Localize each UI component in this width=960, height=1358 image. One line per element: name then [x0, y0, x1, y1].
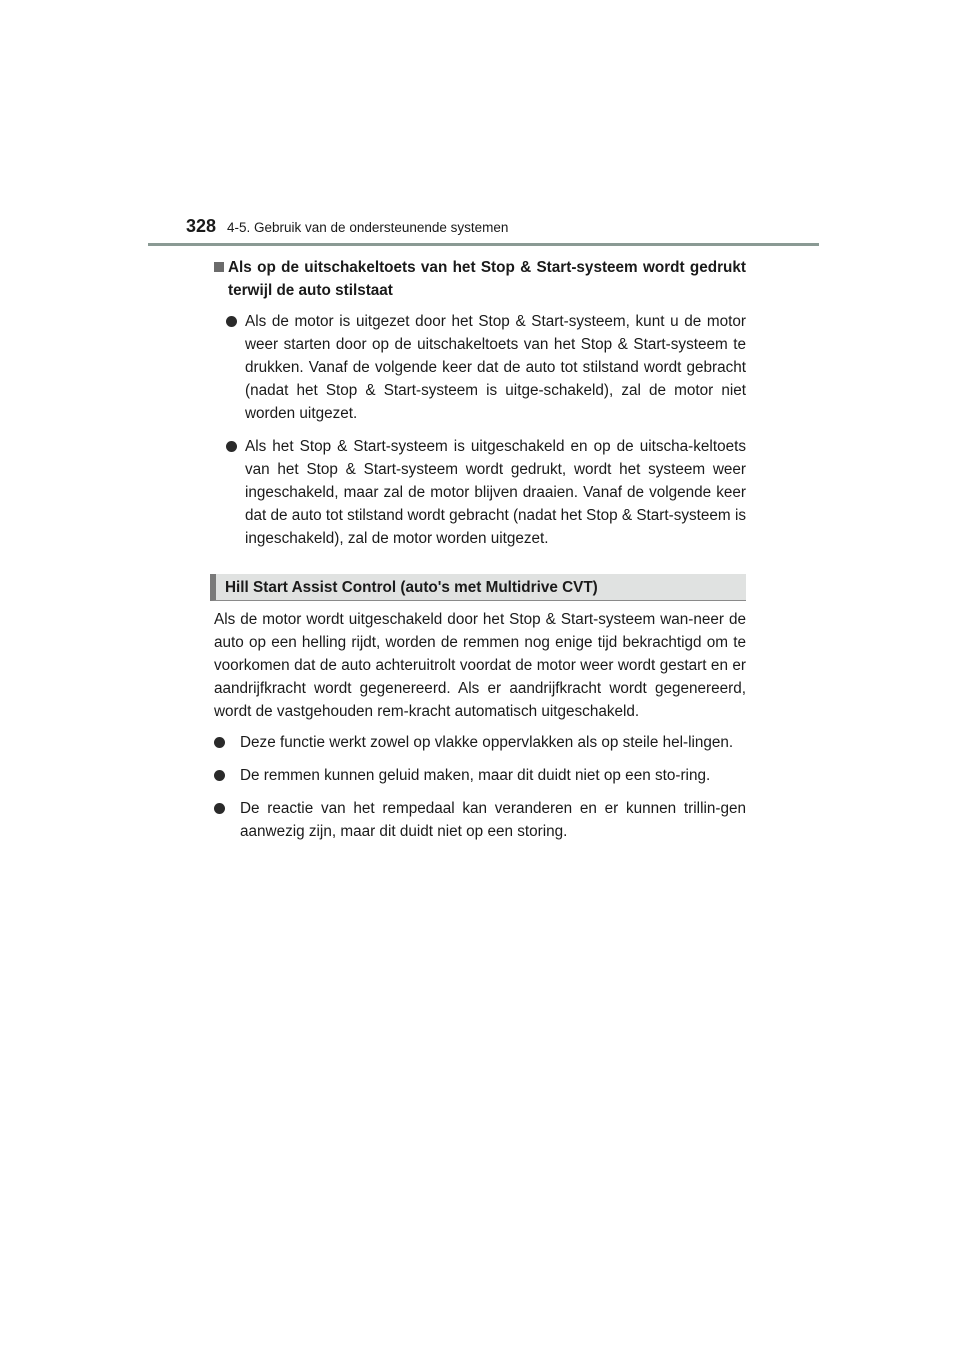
sub-heading-text: Als op de uitschakeltoets van het Stop & Start-systeem wordt gedrukt terwijl de auto stilstaat [228, 259, 746, 299]
list-item [214, 797, 746, 843]
section-heading-text: Hill Start Assist Control (auto's met Multidrive CVT) [225, 579, 598, 596]
header-divider [148, 243, 819, 246]
bullet-icon [214, 770, 225, 781]
page-content [214, 256, 746, 843]
list-item [214, 310, 746, 425]
list-item [214, 764, 746, 787]
list-item-text: Deze functie werkt zowel op vlakke oppervlakken als op steile hel-lingen. [240, 734, 734, 751]
list-item-text: Als het Stop & Start-systeem is uitgeschakeld en op de uitscha-keltoets van het Stop & Start-systeem wordt gedrukt, wordt het systeem weer ingeschakeld, maar zal de motor blijven draaien. Vanaf de volgende keer dat de auto tot stilstand wordt gebracht (nadat het Stop & Start-systeem is ingeschakeld), zal de motor worden uitgezet. [245, 438, 746, 547]
page-header [184, 216, 820, 246]
bullet-icon [214, 737, 225, 748]
bullet-icon [214, 803, 225, 814]
square-bullet-icon [214, 262, 224, 272]
body-paragraph: Als de motor wordt uitgeschakeld door het Stop & Start-systeem wan-neer de auto op een helling rijdt, worden de remmen nog enige tijd bekrachtigd om te voorkomen dat de auto achteruitrolt voordat de motor weer wordt gestart en er aandrijfkracht wordt gegenereerd. Als er aandrijfkracht wordt gegenereerd, wordt de vastgehouden rem-kracht automatisch uitgeschakeld. [214, 611, 746, 720]
list-item [214, 435, 746, 550]
bullet-icon [226, 441, 237, 452]
list-item-text: De reactie van het rempedaal kan veranderen en er kunnen trillin-gen aanwezig zijn, maar dit duidt niet op een storing. [240, 800, 746, 840]
page-number: 328 [186, 216, 217, 236]
bullet-icon [226, 316, 237, 327]
list-item-text: De remmen kunnen geluid maken, maar dit duidt niet op een sto-ring. [240, 767, 711, 784]
list-item [214, 731, 746, 754]
section-heading-hill-start [210, 574, 746, 601]
sub-heading-stop-start-switch [214, 256, 746, 302]
list-item-text: Als de motor is uitgezet door het Stop & Start-systeem, kunt u de motor weer starten door op de uitschakeltoets van het Stop & Start-systeem te drukken. Vanaf de volgende keer dat de auto tot stilstand wordt gebracht (nadat het Stop & Start-systeem is uitge-schakeld), zal de motor niet worden uitgezet. [245, 313, 746, 422]
section-title: 4-5. Gebruik van de ondersteunende systemen [227, 220, 509, 235]
